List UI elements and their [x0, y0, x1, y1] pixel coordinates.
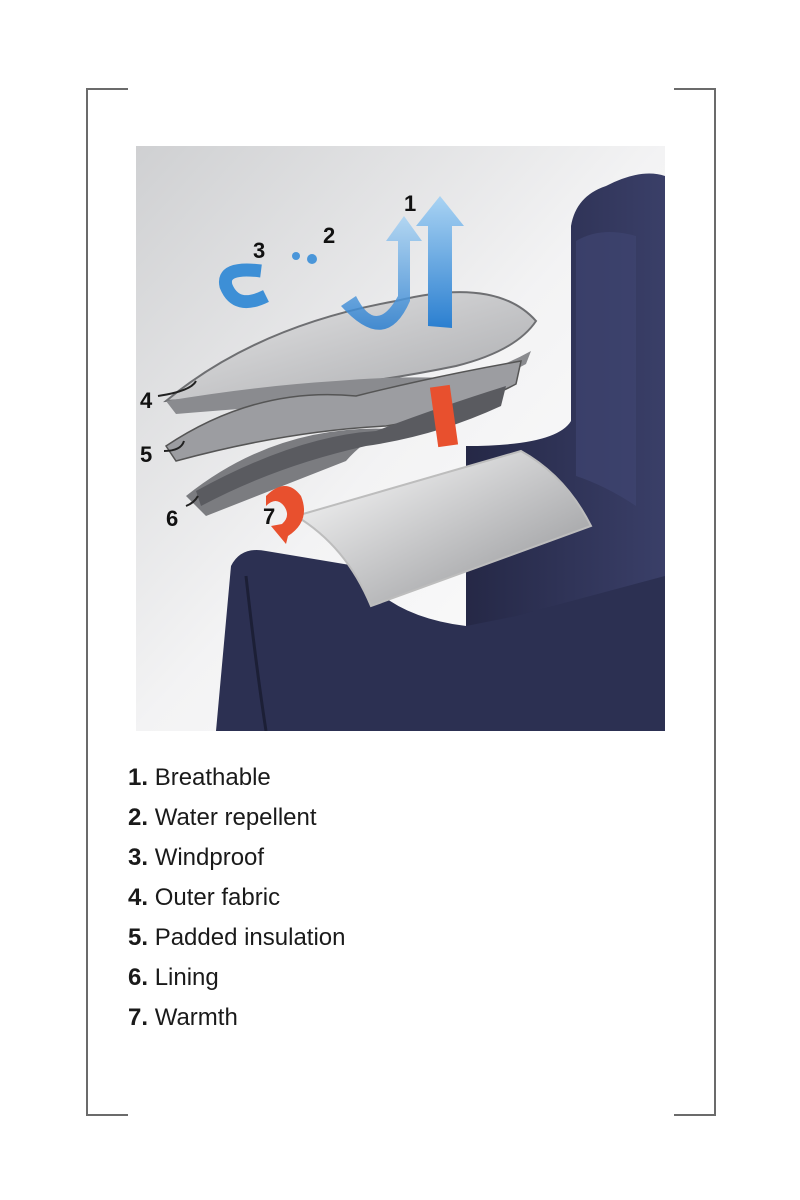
legend-item-water-repellent: 2. Water repellent	[128, 804, 317, 831]
legend-item-warmth: 7. Warmth	[128, 1004, 238, 1031]
callout-4: 4	[140, 388, 153, 413]
right-frame-bracket	[674, 88, 716, 1116]
jacket-layers-diagram	[136, 146, 665, 731]
legend-item-outer-fabric: 4. Outer fabric	[128, 884, 281, 911]
callout-6: 6	[166, 506, 179, 531]
legend-item-breathable: 1. Breathable	[128, 764, 271, 791]
callout-3: 3	[253, 238, 266, 263]
legend-list	[128, 758, 346, 1038]
water-drop-icon	[307, 254, 317, 264]
legend-item-windproof: 3. Windproof	[128, 844, 265, 871]
water-drop-icon	[292, 252, 300, 260]
left-frame-bracket	[86, 88, 128, 1116]
callout-2: 2	[323, 223, 336, 248]
legend-item-padded-insulation: 5. Padded insulation	[128, 924, 346, 951]
callout-7: 7	[263, 504, 276, 529]
legend-item-lining: 6. Lining	[128, 964, 219, 991]
callout-1: 1	[404, 191, 417, 216]
callout-5: 5	[140, 442, 153, 467]
